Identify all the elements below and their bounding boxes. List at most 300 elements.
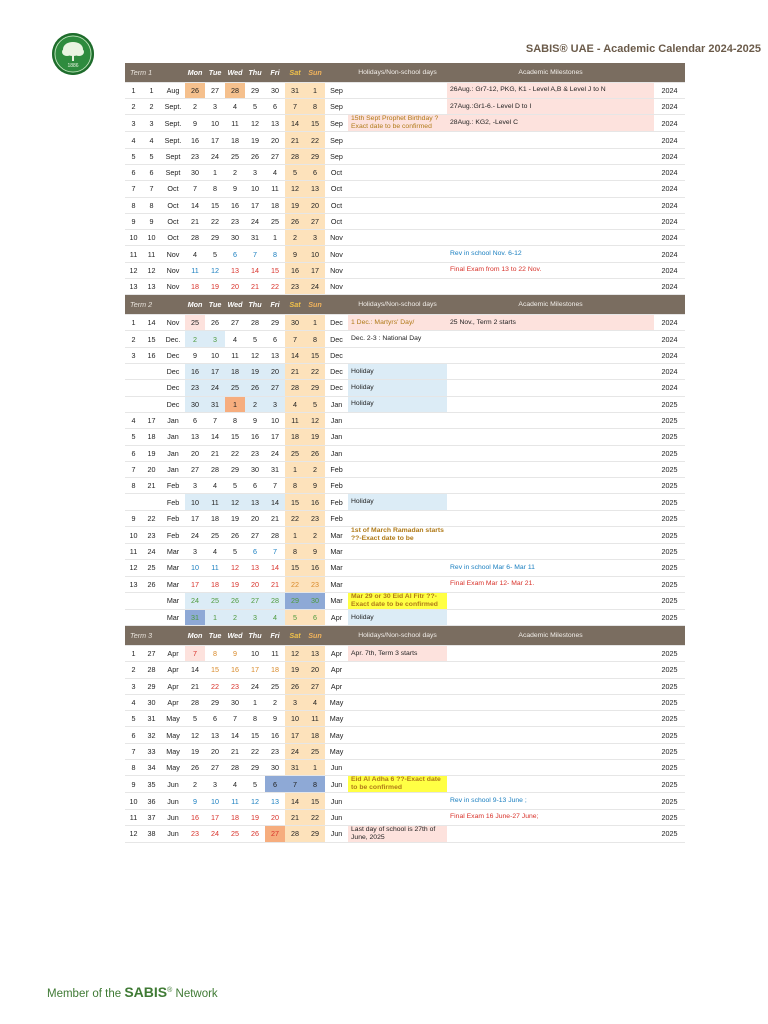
day-cell: 1 bbox=[205, 609, 225, 625]
holiday-note bbox=[348, 809, 447, 825]
year-label: 2025 bbox=[654, 694, 685, 710]
year-week-number: 19 bbox=[142, 445, 161, 461]
year-week-number: 26 bbox=[142, 576, 161, 592]
month-label: May bbox=[161, 711, 185, 727]
year-label: 2025 bbox=[654, 760, 685, 776]
week-row bbox=[125, 246, 685, 262]
day-cell: 10 bbox=[265, 412, 285, 428]
year-label: 2024 bbox=[654, 262, 685, 278]
year-week-number: 11 bbox=[142, 246, 161, 262]
tree-icon bbox=[52, 33, 94, 75]
year-week-number: 31 bbox=[142, 711, 161, 727]
day-cell: 14 bbox=[225, 727, 245, 743]
term-week-number: 11 bbox=[125, 809, 142, 825]
year-label: 2025 bbox=[654, 793, 685, 809]
day-cell: 28 bbox=[265, 527, 285, 544]
day-cell: 4 bbox=[285, 396, 305, 412]
day-cell: 17 bbox=[185, 510, 205, 526]
term-week-number: 9 bbox=[125, 213, 142, 229]
end-month-label: May bbox=[325, 743, 348, 759]
day-cell: 26 bbox=[305, 445, 325, 461]
holiday-note bbox=[348, 279, 447, 295]
year-week-number: 15 bbox=[142, 331, 161, 347]
year-label: 2024 bbox=[654, 99, 685, 115]
day-cell: 16 bbox=[245, 429, 265, 445]
day-cell: 23 bbox=[225, 213, 245, 229]
week-row bbox=[125, 164, 685, 180]
term-week-number: 11 bbox=[125, 246, 142, 262]
week-row bbox=[125, 544, 685, 560]
day-cell: 31 bbox=[245, 230, 265, 246]
day-cell: 31 bbox=[265, 461, 285, 477]
day-cell: 25 bbox=[185, 315, 205, 331]
holiday-note bbox=[348, 230, 447, 246]
day-cell: 2 bbox=[225, 164, 245, 180]
month-label: Nov bbox=[161, 279, 185, 295]
day-cell: 12 bbox=[225, 560, 245, 576]
footer-suffix: Network bbox=[172, 988, 218, 1000]
day-header-mon: Mon bbox=[185, 626, 205, 646]
day-cell: 6 bbox=[185, 412, 205, 428]
term-week-number: 1 bbox=[125, 315, 142, 331]
year-week-number: 23 bbox=[142, 527, 161, 544]
end-month-label: May bbox=[325, 727, 348, 743]
week-row bbox=[125, 609, 685, 625]
year-label: 2024 bbox=[654, 213, 685, 229]
milestone-note bbox=[447, 197, 654, 213]
day-cell: 27 bbox=[185, 461, 205, 477]
end-month-label: Nov bbox=[325, 246, 348, 262]
day-cell: 5 bbox=[285, 164, 305, 180]
day-cell: 10 bbox=[245, 646, 265, 662]
term-week-number bbox=[125, 364, 142, 380]
day-cell: 4 bbox=[265, 164, 285, 180]
milestone-note bbox=[447, 646, 654, 662]
milestone-note: Final Exam 16 June-27 June; bbox=[447, 809, 654, 825]
week-row bbox=[125, 429, 685, 445]
milestones-header: Academic Milestones bbox=[447, 626, 654, 646]
day-cell: 25 bbox=[205, 527, 225, 544]
week-row bbox=[125, 262, 685, 278]
end-month-label: Oct bbox=[325, 164, 348, 180]
day-cell: 4 bbox=[225, 331, 245, 347]
day-cell: 12 bbox=[285, 181, 305, 197]
term-week-number bbox=[125, 396, 142, 412]
year-label: 2025 bbox=[654, 743, 685, 759]
day-cell: 29 bbox=[205, 694, 225, 710]
year-week-number: 7 bbox=[142, 181, 161, 197]
week-row bbox=[125, 461, 685, 477]
month-label: Jun bbox=[161, 809, 185, 825]
end-month-label: Jan bbox=[325, 412, 348, 428]
term-week-number: 13 bbox=[125, 576, 142, 592]
day-cell: 12 bbox=[185, 727, 205, 743]
day-cell: 21 bbox=[285, 132, 305, 148]
milestone-note bbox=[447, 544, 654, 560]
day-cell: 19 bbox=[225, 510, 245, 526]
day-cell: 13 bbox=[265, 347, 285, 363]
milestone-note bbox=[447, 213, 654, 229]
day-cell: 26 bbox=[245, 380, 265, 396]
day-cell: 17 bbox=[265, 429, 285, 445]
month-label: Dec bbox=[161, 364, 185, 380]
term-week-number: 9 bbox=[125, 510, 142, 526]
year-week-number: 17 bbox=[142, 412, 161, 428]
day-cell: 2 bbox=[185, 99, 205, 115]
term-week-number: 7 bbox=[125, 461, 142, 477]
holiday-note: Mar 29 or 30 Eid Al Fitr ??-Exact date to be confirmed bbox=[348, 592, 447, 609]
day-cell: 20 bbox=[305, 662, 325, 678]
year-label: 2025 bbox=[654, 478, 685, 494]
month-label: Nov bbox=[161, 262, 185, 278]
week-row bbox=[125, 478, 685, 494]
day-cell: 27 bbox=[245, 527, 265, 544]
day-cell: 13 bbox=[265, 793, 285, 809]
term-week-number: 3 bbox=[125, 115, 142, 132]
year-week-number: 8 bbox=[142, 197, 161, 213]
week-row bbox=[125, 364, 685, 380]
holidays-header: Holidays/Non-school days bbox=[348, 63, 447, 82]
month-label: Nov bbox=[161, 315, 185, 331]
day-cell: 1 bbox=[305, 82, 325, 98]
week-row bbox=[125, 662, 685, 678]
day-cell: 30 bbox=[185, 396, 205, 412]
holiday-note bbox=[348, 560, 447, 576]
day-header-thu: Thu bbox=[245, 295, 265, 315]
end-month-label: Oct bbox=[325, 213, 348, 229]
day-cell: 20 bbox=[265, 132, 285, 148]
milestone-note bbox=[447, 445, 654, 461]
day-cell: 29 bbox=[205, 230, 225, 246]
day-cell: 18 bbox=[265, 197, 285, 213]
day-cell: 27 bbox=[205, 82, 225, 98]
day-cell: 12 bbox=[305, 412, 325, 428]
holiday-note bbox=[348, 262, 447, 278]
year-label: 2025 bbox=[654, 646, 685, 662]
term-header-row bbox=[125, 626, 685, 646]
year-label: 2024 bbox=[654, 279, 685, 295]
header-spacer bbox=[654, 295, 685, 315]
day-cell: 14 bbox=[185, 197, 205, 213]
day-cell: 8 bbox=[265, 246, 285, 262]
month-label: May bbox=[161, 760, 185, 776]
month-label: May bbox=[161, 743, 185, 759]
term-week-number: 2 bbox=[125, 331, 142, 347]
term-week-number: 12 bbox=[125, 825, 142, 842]
day-cell: 28 bbox=[285, 148, 305, 164]
day-cell: 8 bbox=[305, 331, 325, 347]
milestone-note bbox=[447, 825, 654, 842]
day-cell: 17 bbox=[305, 262, 325, 278]
year-week-number: 12 bbox=[142, 262, 161, 278]
term-label: Term 2 bbox=[125, 295, 185, 315]
day-cell: 3 bbox=[245, 609, 265, 625]
day-header-sun: Sun bbox=[305, 63, 325, 82]
week-row bbox=[125, 825, 685, 842]
day-cell: 1 bbox=[225, 396, 245, 412]
year-week-number: 16 bbox=[142, 347, 161, 363]
milestones-header: Academic Milestones bbox=[447, 63, 654, 82]
day-cell: 7 bbox=[265, 544, 285, 560]
year-label: 2024 bbox=[654, 364, 685, 380]
year-label: 2025 bbox=[654, 396, 685, 412]
holiday-note: 15th Sept Prophet Birthday ? Exact date to be confirmed bbox=[348, 115, 447, 132]
day-cell: 14 bbox=[285, 347, 305, 363]
logo-year: 1886 bbox=[67, 63, 79, 69]
day-cell: 9 bbox=[305, 478, 325, 494]
month-label: Feb bbox=[161, 494, 185, 510]
day-cell: 17 bbox=[245, 662, 265, 678]
day-cell: 30 bbox=[225, 230, 245, 246]
end-month-label: Jun bbox=[325, 776, 348, 793]
day-cell: 17 bbox=[205, 364, 225, 380]
year-label: 2024 bbox=[654, 132, 685, 148]
day-cell: 6 bbox=[205, 711, 225, 727]
day-cell: 22 bbox=[205, 678, 225, 694]
day-cell: 3 bbox=[245, 164, 265, 180]
milestone-note bbox=[447, 364, 654, 380]
month-label: Aug bbox=[161, 82, 185, 98]
day-cell: 27 bbox=[265, 825, 285, 842]
end-month-label: Mar bbox=[325, 560, 348, 576]
term-header-row bbox=[125, 63, 685, 82]
day-cell: 18 bbox=[205, 510, 225, 526]
day-cell: 16 bbox=[305, 494, 325, 510]
holiday-note: Holiday bbox=[348, 494, 447, 510]
year-week-number: 36 bbox=[142, 793, 161, 809]
day-cell: 20 bbox=[185, 445, 205, 461]
milestone-note bbox=[447, 743, 654, 759]
year-week-number: 10 bbox=[142, 230, 161, 246]
day-cell: 27 bbox=[305, 213, 325, 229]
day-cell: 26 bbox=[285, 678, 305, 694]
day-cell: 1 bbox=[305, 315, 325, 331]
day-cell: 11 bbox=[205, 560, 225, 576]
holiday-note: 1st of March Ramadan starts ??-Exact date to be bbox=[348, 527, 447, 544]
milestone-note bbox=[447, 230, 654, 246]
day-cell: 26 bbox=[185, 82, 205, 98]
day-cell: 2 bbox=[265, 694, 285, 710]
milestone-note: Final Exam from 13 to 22 Nov. bbox=[447, 262, 654, 278]
day-cell: 3 bbox=[205, 331, 225, 347]
end-month-label: Apr bbox=[325, 646, 348, 662]
term-week-number: 10 bbox=[125, 230, 142, 246]
day-cell: 13 bbox=[225, 262, 245, 278]
day-cell: 5 bbox=[205, 246, 225, 262]
year-label: 2025 bbox=[654, 711, 685, 727]
week-row bbox=[125, 760, 685, 776]
day-cell: 1 bbox=[265, 230, 285, 246]
day-header-sun: Sun bbox=[305, 295, 325, 315]
day-cell: 25 bbox=[265, 678, 285, 694]
day-cell: 15 bbox=[205, 197, 225, 213]
year-label: 2025 bbox=[654, 461, 685, 477]
holiday-note bbox=[348, 510, 447, 526]
year-label: 2025 bbox=[654, 429, 685, 445]
day-cell: 24 bbox=[245, 213, 265, 229]
day-cell: 21 bbox=[265, 576, 285, 592]
year-week-number: 1 bbox=[142, 82, 161, 98]
end-month-label: Apr bbox=[325, 609, 348, 625]
term-week-number: 4 bbox=[125, 412, 142, 428]
day-cell: 28 bbox=[185, 230, 205, 246]
day-cell: 16 bbox=[185, 364, 205, 380]
year-week-number: 13 bbox=[142, 279, 161, 295]
year-week-number: 37 bbox=[142, 809, 161, 825]
term-week-number: 6 bbox=[125, 727, 142, 743]
year-label: 2024 bbox=[654, 230, 685, 246]
day-cell: 16 bbox=[265, 727, 285, 743]
day-cell: 6 bbox=[265, 776, 285, 793]
milestone-note bbox=[447, 609, 654, 625]
day-cell: 9 bbox=[185, 347, 205, 363]
holiday-note bbox=[348, 461, 447, 477]
milestone-note bbox=[447, 478, 654, 494]
day-cell: 23 bbox=[225, 678, 245, 694]
day-cell: 20 bbox=[205, 743, 225, 759]
year-week-number: 18 bbox=[142, 429, 161, 445]
year-week-number: 30 bbox=[142, 694, 161, 710]
end-month-label: Sep bbox=[325, 148, 348, 164]
milestone-note bbox=[447, 148, 654, 164]
term-week-number: 1 bbox=[125, 646, 142, 662]
day-cell: 6 bbox=[305, 164, 325, 180]
day-cell: 21 bbox=[285, 364, 305, 380]
day-cell: 31 bbox=[205, 396, 225, 412]
holiday-note bbox=[348, 760, 447, 776]
week-row bbox=[125, 181, 685, 197]
day-cell: 11 bbox=[225, 793, 245, 809]
year-week-number: 14 bbox=[142, 315, 161, 331]
day-cell: 27 bbox=[205, 760, 225, 776]
term-week-number: 10 bbox=[125, 527, 142, 544]
day-cell: 9 bbox=[185, 793, 205, 809]
day-cell: 18 bbox=[225, 364, 245, 380]
week-row bbox=[125, 510, 685, 526]
month-label: Jun bbox=[161, 825, 185, 842]
term-week-number: 2 bbox=[125, 99, 142, 115]
day-cell: 11 bbox=[305, 711, 325, 727]
day-cell: 26 bbox=[185, 760, 205, 776]
day-cell: 13 bbox=[245, 560, 265, 576]
day-cell: 29 bbox=[265, 315, 285, 331]
day-cell: 30 bbox=[305, 592, 325, 609]
day-cell: 4 bbox=[205, 544, 225, 560]
day-cell: 31 bbox=[285, 82, 305, 98]
year-week-number bbox=[142, 364, 161, 380]
day-cell: 27 bbox=[245, 592, 265, 609]
week-row bbox=[125, 678, 685, 694]
day-header-mon: Mon bbox=[185, 63, 205, 82]
year-label: 2025 bbox=[654, 494, 685, 510]
month-label: Dec bbox=[161, 347, 185, 363]
week-row bbox=[125, 576, 685, 592]
week-row bbox=[125, 99, 685, 115]
year-label: 2025 bbox=[654, 809, 685, 825]
day-cell: 21 bbox=[245, 279, 265, 295]
year-label: 2025 bbox=[654, 776, 685, 793]
day-cell: 14 bbox=[265, 494, 285, 510]
year-week-number: 28 bbox=[142, 662, 161, 678]
day-cell: 29 bbox=[245, 82, 265, 98]
week-row bbox=[125, 132, 685, 148]
day-cell: 1 bbox=[305, 760, 325, 776]
year-week-number bbox=[142, 592, 161, 609]
day-header-sat: Sat bbox=[285, 626, 305, 646]
day-cell: 24 bbox=[265, 445, 285, 461]
day-cell: 13 bbox=[265, 115, 285, 132]
day-cell: 10 bbox=[205, 347, 225, 363]
day-cell: 23 bbox=[265, 743, 285, 759]
milestone-note bbox=[447, 429, 654, 445]
day-cell: 13 bbox=[245, 494, 265, 510]
end-month-label: May bbox=[325, 711, 348, 727]
year-week-number: 3 bbox=[142, 115, 161, 132]
month-label: Dec bbox=[161, 380, 185, 396]
holiday-note bbox=[348, 576, 447, 592]
month-label: Jan bbox=[161, 429, 185, 445]
milestone-note bbox=[447, 776, 654, 793]
day-cell: 18 bbox=[225, 132, 245, 148]
day-cell: 3 bbox=[205, 776, 225, 793]
day-cell: 26 bbox=[225, 527, 245, 544]
day-cell: 30 bbox=[245, 461, 265, 477]
holiday-note bbox=[348, 662, 447, 678]
day-cell: 12 bbox=[205, 262, 225, 278]
holiday-note bbox=[348, 678, 447, 694]
month-label: Mar bbox=[161, 560, 185, 576]
year-week-number: 22 bbox=[142, 510, 161, 526]
day-cell: 26 bbox=[245, 825, 265, 842]
term-week-number: 3 bbox=[125, 347, 142, 363]
day-cell: 14 bbox=[185, 662, 205, 678]
week-row bbox=[125, 743, 685, 759]
day-cell: 19 bbox=[245, 364, 265, 380]
year-week-number: 2 bbox=[142, 99, 161, 115]
day-cell: 6 bbox=[245, 478, 265, 494]
month-label: Oct bbox=[161, 230, 185, 246]
day-cell: 5 bbox=[305, 396, 325, 412]
month-label: Dec. bbox=[161, 331, 185, 347]
day-cell: 11 bbox=[225, 115, 245, 132]
end-month-label: Jun bbox=[325, 809, 348, 825]
day-cell: 28 bbox=[245, 315, 265, 331]
day-header-mon: Mon bbox=[185, 295, 205, 315]
milestone-note bbox=[447, 678, 654, 694]
year-label: 2024 bbox=[654, 148, 685, 164]
day-cell: 10 bbox=[285, 711, 305, 727]
week-row bbox=[125, 560, 685, 576]
milestone-note bbox=[447, 279, 654, 295]
day-cell: 4 bbox=[305, 694, 325, 710]
day-cell: 21 bbox=[265, 510, 285, 526]
year-label: 2024 bbox=[654, 315, 685, 331]
day-cell: 28 bbox=[285, 825, 305, 842]
day-header-sat: Sat bbox=[285, 295, 305, 315]
day-cell: 9 bbox=[285, 246, 305, 262]
header-spacer bbox=[325, 63, 348, 82]
milestone-note bbox=[447, 461, 654, 477]
end-month-label: Apr bbox=[325, 662, 348, 678]
day-cell: 16 bbox=[185, 132, 205, 148]
day-cell: 4 bbox=[205, 478, 225, 494]
milestone-note bbox=[447, 380, 654, 396]
end-month-label: Mar bbox=[325, 527, 348, 544]
month-label: Feb bbox=[161, 478, 185, 494]
day-cell: 19 bbox=[205, 279, 225, 295]
day-cell: 26 bbox=[205, 315, 225, 331]
year-week-number: 6 bbox=[142, 164, 161, 180]
